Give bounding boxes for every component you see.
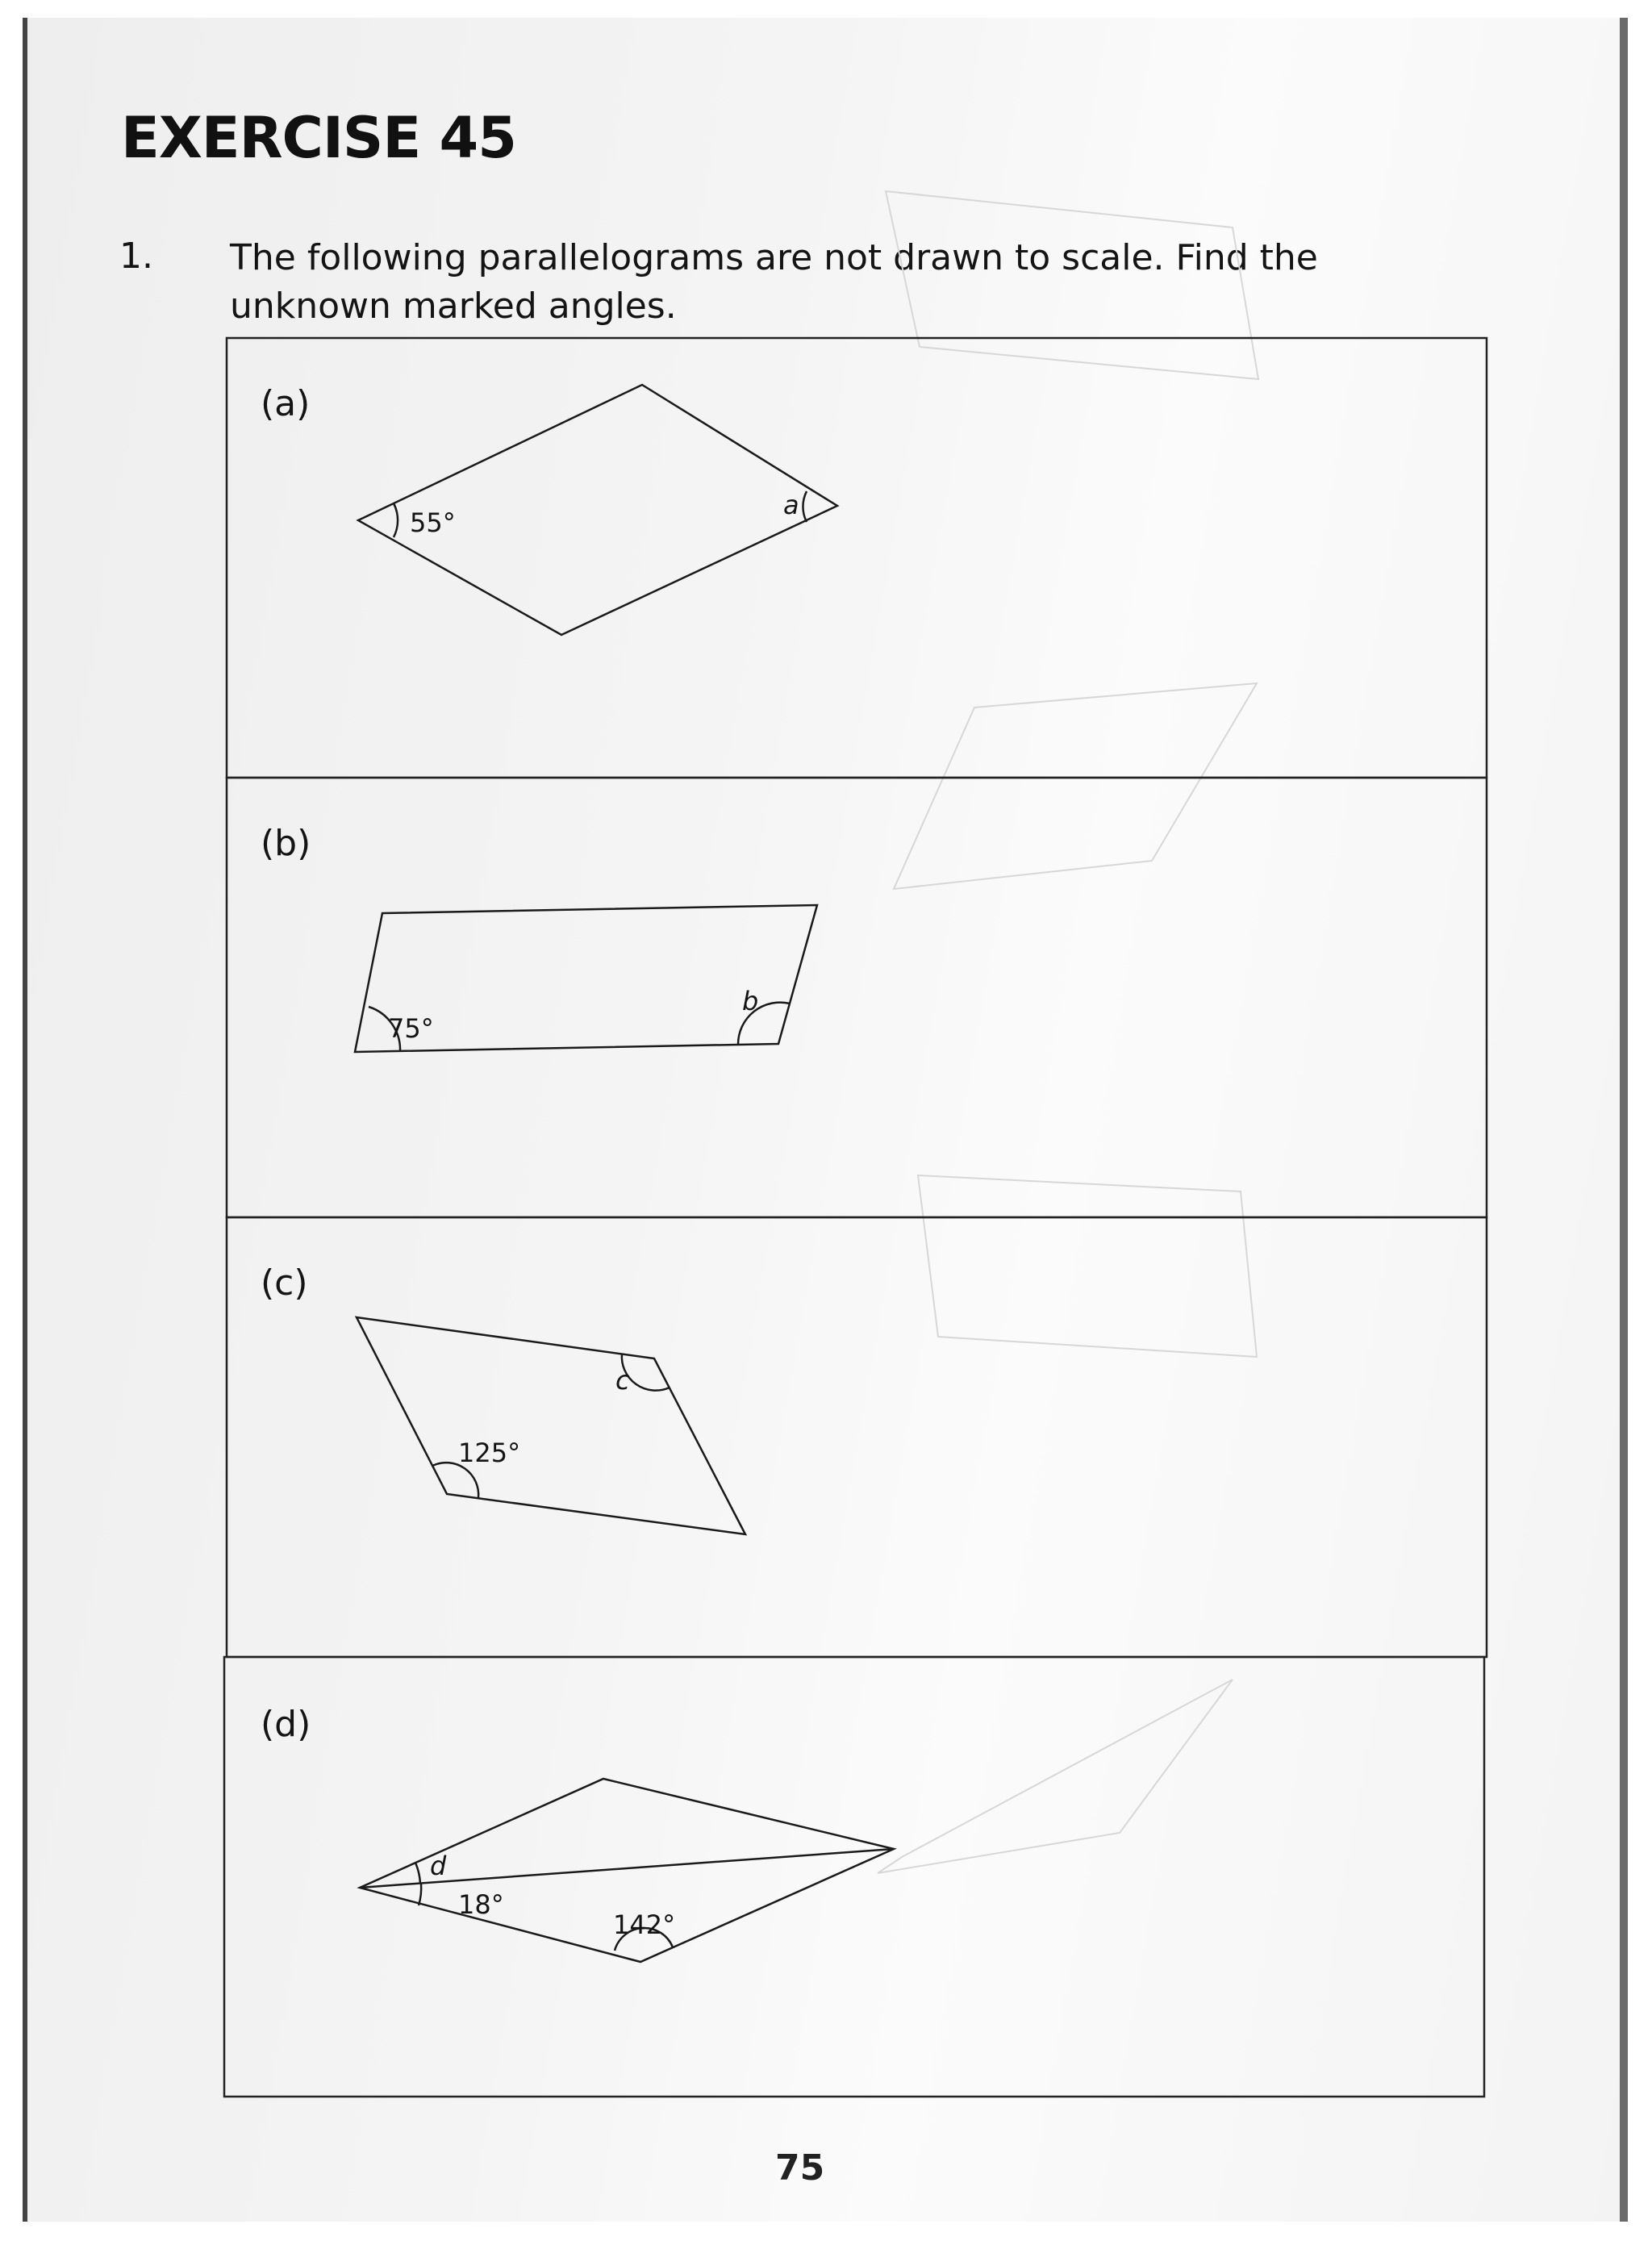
question-number: 1. <box>119 236 153 277</box>
unknown-c: c <box>615 1365 630 1396</box>
angle-arc-d-18 <box>419 1884 421 1905</box>
angle-label-55: 55° <box>410 507 456 538</box>
angle-arc-d-unknown <box>415 1863 420 1884</box>
unknown-a: a <box>783 490 799 520</box>
unknown-d: d <box>430 1851 447 1881</box>
exercise-title: EXERCISE 45 <box>121 105 516 171</box>
part-d-label: (d) <box>261 1704 311 1745</box>
part-a-label: (a) <box>261 383 311 424</box>
show-through-ghost <box>878 191 1258 1873</box>
unknown-b: b <box>742 986 759 1016</box>
part-c-label: (c) <box>261 1262 308 1304</box>
angle-label-142: 142° <box>613 1909 676 1940</box>
angle-label-18: 18° <box>458 1889 504 1920</box>
panel-d-frame <box>224 1657 1484 2097</box>
panel-a-frame <box>227 338 1487 778</box>
workbook-page <box>23 18 1628 2222</box>
angle-arc-a-given <box>394 503 398 537</box>
angle-arc-a-unknown <box>803 491 807 522</box>
parallelogram-c <box>357 1317 745 1534</box>
panel-c-frame <box>227 1217 1487 1657</box>
part-b-label: (b) <box>261 823 311 864</box>
page-number: 75 <box>775 2147 825 2189</box>
angle-label-75: 75° <box>388 1013 434 1044</box>
figures-canvas <box>23 18 1628 2222</box>
angle-label-125: 125° <box>458 1438 521 1468</box>
panel-b-frame <box>227 778 1487 1217</box>
question-text: The following parallelograms are not drawn to scale. Find the unknown marked angles. <box>230 237 1318 327</box>
